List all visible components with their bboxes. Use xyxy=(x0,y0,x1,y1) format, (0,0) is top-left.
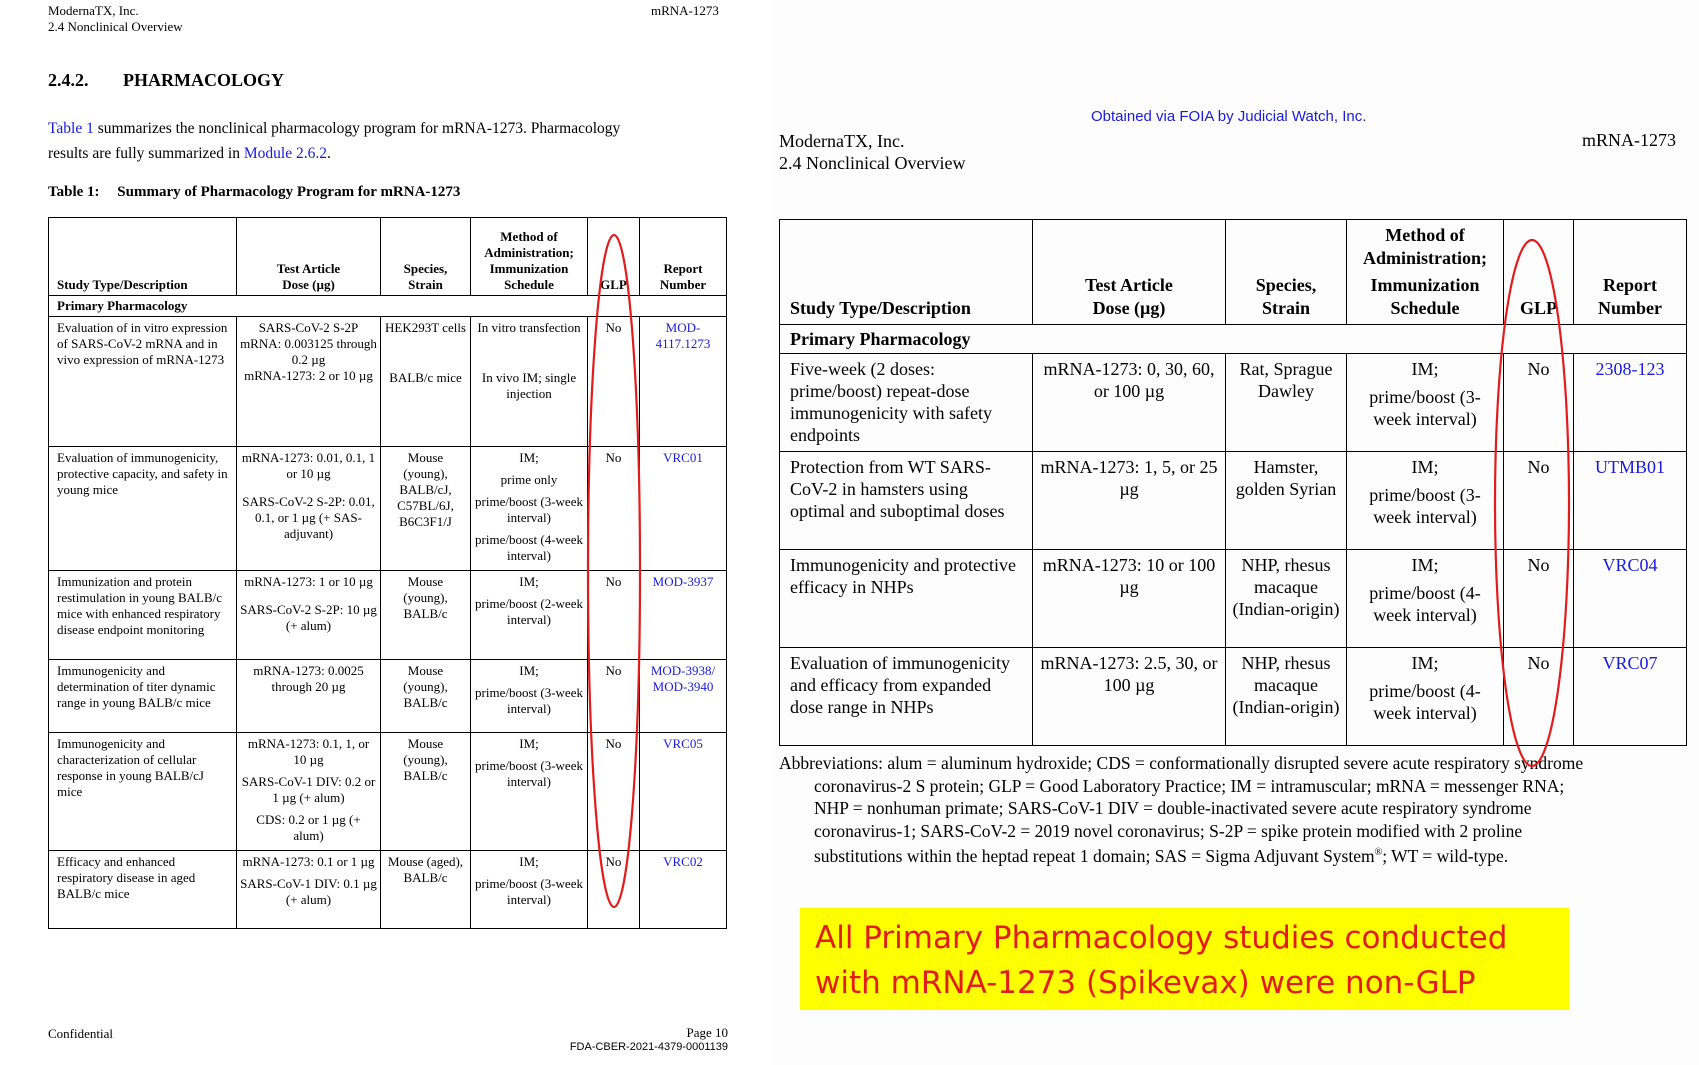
cell-study: Immunogenicity and protective efficacy in NHPs xyxy=(780,550,1033,648)
cell-method: IM; prime/boost (4-week interval) xyxy=(1347,550,1504,648)
section-row xyxy=(49,296,727,317)
report-link[interactable]: VRC01 xyxy=(640,447,727,571)
module-link[interactable]: Module 2.6.2 xyxy=(243,145,327,162)
table-header-row xyxy=(49,218,727,296)
table-row xyxy=(49,571,727,660)
table-row xyxy=(49,733,727,851)
cell-glp: No xyxy=(588,447,640,571)
report-link[interactable]: MOD-4117.1273 xyxy=(640,317,727,447)
cell-species: HEK293T cells BALB/c mice xyxy=(381,317,471,447)
col-method: Method of Administration; Immunization Schedule xyxy=(1347,220,1504,325)
cell-study: Protection from WT SARS-CoV-2 in hamsters using optimal and suboptimal doses xyxy=(780,452,1033,550)
cell-test-article: mRNA-1273: 10 or 100 µg xyxy=(1033,550,1226,648)
intro-paragraph xyxy=(48,116,738,166)
cell-study: Evaluation of immunogenicity and efficacy from expanded dose range in NHPs xyxy=(780,648,1033,746)
cell-method: IM; prime/boost (4-week interval) xyxy=(1347,648,1504,746)
col-test-article: Test Article Dose (µg) xyxy=(237,218,381,296)
cell-method: IM; prime only prime/boost (3-week interval) prime/boost (4-week interval) xyxy=(471,447,588,571)
table-header-row xyxy=(780,220,1687,325)
cell-test-article: mRNA-1273: 0.0025 through 20 µg xyxy=(237,660,381,733)
cell-method: IM; prime/boost (3-week interval) xyxy=(471,733,588,851)
col-glp: GLP xyxy=(1504,220,1574,325)
report-link[interactable]: MOD-3937 xyxy=(640,571,727,660)
cell-method: IM; prime/boost (3-week interval) xyxy=(471,660,588,733)
abbreviations-note xyxy=(779,752,1694,867)
report-link[interactable]: VRC04 xyxy=(1574,550,1687,648)
table-row xyxy=(780,648,1687,746)
table-row xyxy=(49,317,727,447)
header-left xyxy=(48,3,183,35)
col-report: Report Number xyxy=(640,218,727,296)
section-row-label: Primary Pharmacology xyxy=(49,296,727,317)
pharmacology-table-right xyxy=(779,219,1687,746)
table-row xyxy=(49,660,727,733)
cell-species: Hamster, golden Syrian xyxy=(1226,452,1347,550)
table-title: Summary of Pharmacology Program for mRNA-1273 xyxy=(117,184,461,200)
cell-study: Immunization and protein restimulation in young BALB/c mice with enhanced respiratory disease endpoint monitoring xyxy=(49,571,237,660)
abbrev-line: NHP = nonhuman primate; SARS-CoV-1 DIV = double-inactivated severe acute respiratory syndrome xyxy=(814,798,1532,818)
cell-study: Immunogenicity and determination of titer dynamic range in young BALB/c mice xyxy=(49,660,237,733)
page-number: Page 10 xyxy=(686,1025,728,1040)
abbrev-line: substitutions within the heptad repeat 1 domain; SAS = Sigma Adjuvant System®; WT = wild-type. xyxy=(814,845,1509,866)
cell-method: IM; prime/boost (3-week interval) xyxy=(471,851,588,929)
footer-doc-id: FDA-CBER-2021-4379-0001139 xyxy=(569,1041,728,1053)
col-glp: GLP xyxy=(588,218,640,296)
callout-text xyxy=(815,916,1565,1006)
section-row-label: Primary Pharmacology xyxy=(780,325,1687,354)
callout-line: All Primary Pharmacology studies conducted xyxy=(815,920,1508,956)
cell-glp: No xyxy=(588,571,640,660)
abbrev-line: Abbreviations: alum = aluminum hydroxide; CDS = conformationally disrupted severe acute respiratory syndrome xyxy=(779,753,1584,773)
section-row xyxy=(780,325,1687,354)
table-1-link[interactable]: Table 1 xyxy=(48,120,94,137)
report-link[interactable]: UTMB01 xyxy=(1574,452,1687,550)
col-species: Species, Strain xyxy=(1226,220,1347,325)
table-row xyxy=(780,550,1687,648)
cell-species: Mouse (young), BALB/cJ, C57BL/6J, B6C3F1/J xyxy=(381,447,471,571)
cell-species: NHP, rhesus macaque (Indian-origin) xyxy=(1226,648,1347,746)
pharmacology-table-left xyxy=(48,217,727,929)
report-link[interactable]: VRC07 xyxy=(1574,648,1687,746)
cell-method: IM; prime/boost (2-week interval) xyxy=(471,571,588,660)
cell-test-article: mRNA-1273: 0.01, 0.1, 1 or 10 µg SARS-CoV-2 S-2P: 0.01, 0.1, or 1 µg (+ SAS-adjuvant) xyxy=(237,447,381,571)
col-species: Species, Strain xyxy=(381,218,471,296)
cell-test-article: mRNA-1273: 0.1 or 1 µg SARS-CoV-1 DIV: 0.1 µg (+ alum) xyxy=(237,851,381,929)
cell-species: Mouse (young), BALB/c xyxy=(381,660,471,733)
cell-test-article: SARS-CoV-2 S-2P mRNA: 0.003125 through 0.2 µg mRNA-1273: 2 or 10 µg xyxy=(237,317,381,447)
cell-test-article: mRNA-1273: 1 or 10 µg SARS-CoV-2 S-2P: 10 µg (+ alum) xyxy=(237,571,381,660)
table-label: Table 1: xyxy=(48,184,100,200)
cell-glp: No xyxy=(588,660,640,733)
table-caption xyxy=(48,184,460,201)
cell-test-article: mRNA-1273: 1, 5, or 25 µg xyxy=(1033,452,1226,550)
report-link[interactable]: VRC05 xyxy=(640,733,727,851)
header-left xyxy=(779,130,965,174)
report-link[interactable]: VRC02 xyxy=(640,851,727,929)
cell-test-article: mRNA-1273: 2.5, 30, or 100 µg xyxy=(1033,648,1226,746)
abbrev-line: coronavirus-1; SARS-CoV-2 = 2019 novel coronavirus; S-2P = spike protein modified with 2 proline xyxy=(814,820,1523,841)
report-link[interactable]: 2308-123 xyxy=(1574,354,1687,452)
cell-glp: No xyxy=(588,733,640,851)
col-report: Report Number xyxy=(1574,220,1687,325)
cell-method: In vitro transfection In vivo IM; single injection xyxy=(471,317,588,447)
cell-study: Five-week (2 doses: prime/boost) repeat-dose immunogenicity with safety endpoints xyxy=(780,354,1033,452)
cell-test-article: mRNA-1273: 0, 30, 60, or 100 µg xyxy=(1033,354,1226,452)
intro-text-2: results are fully summarized in xyxy=(48,145,244,162)
table-row xyxy=(49,851,727,929)
section-number: 2.4.2. xyxy=(48,70,89,90)
header-product: mRNA-1273 xyxy=(1582,130,1676,150)
header-company: ModernaTX, Inc. xyxy=(48,3,139,18)
cell-study: Immunogenicity and characterization of cellular response in young BALB/cJ mice xyxy=(49,733,237,851)
cell-species: Mouse (aged), BALB/c xyxy=(381,851,471,929)
cell-method: IM; prime/boost (3-week interval) xyxy=(1347,452,1504,550)
section-heading xyxy=(48,70,284,91)
cell-study: Evaluation of in vitro expression of SARS-CoV-2 mRNA and in vivo expression of mRNA-1273 xyxy=(49,317,237,447)
footer-page xyxy=(660,1026,728,1040)
cell-test-article: mRNA-1273: 0.1, 1, or 10 µg SARS-CoV-1 DIV: 0.2 or 1 µg (+ alum) CDS: 0.2 or 1 µg (+ alum) xyxy=(237,733,381,851)
header-product: mRNA-1273 xyxy=(651,3,719,18)
cell-method: IM; prime/boost (3-week interval) xyxy=(1347,354,1504,452)
table-row xyxy=(780,354,1687,452)
cell-study: Evaluation of immunogenicity, protective capacity, and safety in young mice xyxy=(49,447,237,571)
cell-glp: No xyxy=(588,317,640,447)
col-study: Study Type/Description xyxy=(49,218,237,296)
cell-glp: No xyxy=(1504,648,1574,746)
col-study: Study Type/Description xyxy=(780,220,1033,325)
table-row xyxy=(780,452,1687,550)
col-test-article: Test Article Dose (µg) xyxy=(1033,220,1226,325)
cell-species: Mouse (young), BALB/c xyxy=(381,733,471,851)
col-method: Method of Administration; Immunization Schedule xyxy=(471,218,588,296)
footer-confidential: Confidential xyxy=(48,1026,113,1041)
foia-notice: Obtained via FOIA by Judicial Watch, Inc. xyxy=(1091,108,1367,125)
cell-species: NHP, rhesus macaque (Indian-origin) xyxy=(1226,550,1347,648)
callout-line: with mRNA-1273 (Spikevax) were non-GLP xyxy=(815,965,1476,1001)
cell-glp: No xyxy=(1504,354,1574,452)
report-link[interactable]: MOD-3938/ MOD-3940 xyxy=(640,660,727,733)
intro-text: summarizes the nonclinical pharmacology program for mRNA-1273. Pharmacology xyxy=(93,120,621,137)
cell-glp: No xyxy=(1504,452,1574,550)
header-section: 2.4 Nonclinical Overview xyxy=(779,153,966,173)
intro-text-3: . xyxy=(326,145,331,162)
cell-species: Rat, Sprague Dawley xyxy=(1226,354,1347,452)
section-title: PHARMACOLOGY xyxy=(123,70,284,90)
cell-study: Efficacy and enhanced respiratory disease in aged BALB/c mice xyxy=(49,851,237,929)
cell-glp: No xyxy=(588,851,640,929)
cell-species: Mouse (young), BALB/c xyxy=(381,571,471,660)
cell-glp: No xyxy=(1504,550,1574,648)
header-section: 2.4 Nonclinical Overview xyxy=(48,19,183,34)
abbrev-line: coronavirus-2 S protein; GLP = Good Laboratory Practice; IM = intramuscular; mRNA = messenger RNA; xyxy=(814,775,1565,796)
table-row xyxy=(49,447,727,571)
header-company: ModernaTX, Inc. xyxy=(779,131,905,151)
